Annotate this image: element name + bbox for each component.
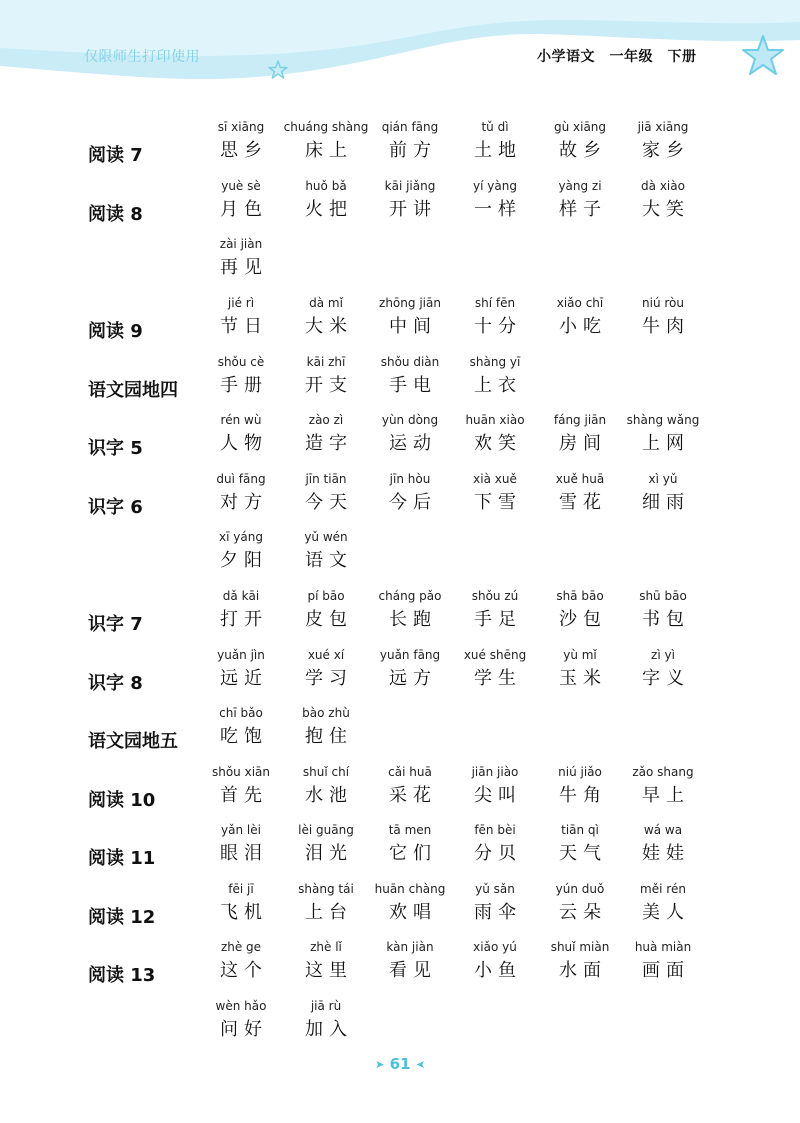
hanzi: 夕阳 (220, 550, 268, 571)
vocab-word (450, 643, 540, 693)
vocab-row (0, 935, 800, 985)
vocab-word (196, 701, 286, 751)
vocab-row (0, 525, 800, 575)
hanzi: 欢笑 (474, 433, 522, 454)
hanzi: 上网 (642, 433, 690, 454)
pinyin: lèi guāng (298, 823, 354, 837)
pinyin: kāi zhī (306, 355, 346, 369)
vocab-word (535, 935, 625, 985)
pinyin: chī bǎo (219, 706, 263, 720)
vocab-word (365, 408, 455, 458)
pinyin: shí fēn (474, 296, 516, 310)
pinyin: yí yàng (473, 179, 517, 193)
hanzi: 远方 (389, 668, 437, 689)
vocab-word (281, 115, 371, 165)
pinyin: yù mǐ (563, 648, 597, 662)
pinyin: yǔ wén (304, 530, 348, 544)
hanzi: 首先 (220, 785, 268, 806)
pinyin: huān xiào (465, 413, 525, 427)
vocab-row (0, 760, 800, 810)
vocab-word (535, 115, 625, 165)
pinyin: xiǎo yú (473, 940, 517, 954)
vocab-word (618, 877, 708, 927)
pinyin: yùn dòng (381, 413, 439, 427)
lesson-label: 阅读 13 (88, 965, 156, 986)
hanzi: 思乡 (220, 140, 268, 161)
lesson-label: 语文园地四 (88, 380, 178, 401)
book-title: 小学语文 一年级 下册 (537, 49, 697, 65)
vocab-word (535, 467, 625, 517)
pinyin: zào zì (308, 413, 344, 427)
pinyin: jiān jiào (471, 765, 519, 779)
hanzi: 再见 (220, 257, 268, 278)
pinyin: tā men (388, 823, 432, 837)
hanzi: 牛肉 (642, 316, 690, 337)
hanzi: 小鱼 (474, 960, 522, 981)
vocab-word (281, 408, 371, 458)
pinyin: yuǎn fāng (379, 648, 441, 662)
hanzi: 天气 (559, 843, 607, 864)
hanzi: 前方 (389, 140, 437, 161)
pinyin: yǔ sǎn (475, 882, 515, 896)
hanzi: 长跑 (389, 609, 437, 630)
pinyin: jīn hòu (389, 472, 431, 486)
pinyin: kàn jiàn (386, 940, 434, 954)
hanzi: 加入 (305, 1019, 353, 1040)
hanzi: 开讲 (389, 199, 437, 220)
hanzi: 节日 (220, 316, 268, 337)
star-icon (740, 33, 786, 79)
vocab-word (196, 584, 286, 634)
hanzi: 运动 (389, 433, 437, 454)
hanzi: 今天 (305, 492, 353, 513)
lesson-label: 阅读 11 (88, 848, 156, 869)
vocab-word (281, 935, 371, 985)
hanzi: 水池 (305, 785, 353, 806)
pinyin: yàng zi (558, 179, 602, 193)
pinyin: xiǎo chī (556, 296, 604, 310)
vocab-row (0, 877, 800, 927)
vocab-word (281, 525, 371, 575)
pinyin: zài jiàn (219, 237, 263, 251)
pinyin: chuáng shàng (283, 120, 369, 134)
hanzi: 娃娃 (642, 843, 690, 864)
pinyin: xué xí (307, 648, 345, 662)
pinyin: fáng jiān (553, 413, 607, 427)
pinyin: zǎo shang (632, 765, 694, 779)
hanzi: 小吃 (559, 316, 607, 337)
vocab-word (365, 877, 455, 927)
pinyin: xià xuě (473, 472, 517, 486)
hanzi: 手足 (474, 609, 522, 630)
vocab-word (196, 350, 286, 400)
watermark-text: 仅限师生打印使用 (84, 49, 200, 65)
left-arrow-icon: ➤ (375, 1058, 385, 1071)
hanzi: 云朵 (559, 902, 607, 923)
pinyin: yuè sè (221, 179, 261, 193)
vocab-row (0, 291, 800, 341)
vocab-word (196, 760, 286, 810)
vocab-word (618, 935, 708, 985)
pinyin: shàng yī (469, 355, 521, 369)
pinyin: shàng wǎng (626, 413, 700, 427)
vocab-row (0, 408, 800, 458)
vocab-word (450, 350, 540, 400)
pinyin: fēn bèi (474, 823, 516, 837)
hanzi: 早上 (642, 785, 690, 806)
hanzi: 抱住 (305, 726, 353, 747)
page-number-value: 61 (389, 1055, 411, 1073)
lesson-label: 识字 8 (88, 673, 143, 694)
hanzi: 皮包 (305, 609, 353, 630)
pinyin: niú jiǎo (558, 765, 602, 779)
vocab-word (196, 935, 286, 985)
vocab-row (0, 584, 800, 634)
vocab-word (196, 525, 286, 575)
pinyin: shàng tái (298, 882, 354, 896)
vocab-word (196, 291, 286, 341)
hanzi: 一样 (474, 199, 522, 220)
vocab-row (0, 994, 800, 1044)
hanzi: 学生 (474, 668, 522, 689)
lesson-label: 语文园地五 (88, 731, 178, 752)
vocab-word (196, 174, 286, 224)
vocab-word (365, 760, 455, 810)
vocab-word (281, 467, 371, 517)
hanzi: 手册 (220, 375, 268, 396)
pinyin: jīn tiān (305, 472, 347, 486)
pinyin: měi rén (640, 882, 686, 896)
pinyin: jié rì (227, 296, 255, 310)
vocab-word (450, 291, 540, 341)
vocab-word (281, 350, 371, 400)
pinyin: shǒu cè (217, 355, 265, 369)
pinyin: shuǐ miàn (550, 940, 610, 954)
vocab-word (535, 877, 625, 927)
vocab-word (618, 115, 708, 165)
vocab-word (450, 877, 540, 927)
pinyin: kāi jiǎng (384, 179, 436, 193)
vocab-word (281, 818, 371, 868)
vocab-word (365, 818, 455, 868)
lesson-label: 阅读 8 (88, 204, 143, 225)
pinyin: wá wa (643, 823, 683, 837)
pinyin: tǔ dì (481, 120, 509, 134)
pinyin: niú ròu (642, 296, 684, 310)
hanzi: 远近 (220, 668, 268, 689)
lesson-label: 识字 5 (88, 438, 143, 459)
pinyin: sī xiāng (217, 120, 265, 134)
vocab-word (618, 643, 708, 693)
pinyin: shā bāo (556, 589, 604, 603)
pinyin: bào zhù (302, 706, 350, 720)
hanzi: 语文 (305, 550, 353, 571)
hanzi: 采花 (389, 785, 437, 806)
hanzi: 样子 (559, 199, 607, 220)
lesson-label: 阅读 7 (88, 145, 143, 166)
pinyin: zhè lǐ (310, 940, 342, 954)
hanzi: 火把 (305, 199, 353, 220)
star-icon (268, 60, 288, 80)
hanzi: 水面 (559, 960, 607, 981)
pinyin: rén wù (220, 413, 262, 427)
hanzi: 上台 (305, 902, 353, 923)
hanzi: 问好 (220, 1019, 268, 1040)
hanzi: 飞机 (220, 902, 268, 923)
vocab-word (281, 584, 371, 634)
hanzi: 大笑 (642, 199, 690, 220)
hanzi: 对方 (220, 492, 268, 513)
hanzi: 看见 (389, 960, 437, 981)
pinyin: tiān qì (561, 823, 599, 837)
pinyin: xī yáng (219, 530, 263, 544)
vocab-word (450, 174, 540, 224)
pinyin: huǒ bǎ (305, 179, 347, 193)
vocab-word (365, 467, 455, 517)
vocab-word (450, 760, 540, 810)
vocab-word (365, 350, 455, 400)
vocab-word (450, 935, 540, 985)
vocab-word (365, 115, 455, 165)
vocab-word (196, 643, 286, 693)
vocab-word (196, 818, 286, 868)
hanzi: 打开 (220, 609, 268, 630)
hanzi: 欢唱 (389, 902, 437, 923)
pinyin: shǒu zú (471, 589, 519, 603)
vocab-word (196, 467, 286, 517)
vocab-row (0, 174, 800, 224)
vocab-word (535, 584, 625, 634)
hanzi: 月色 (220, 199, 268, 220)
pinyin: xì yǔ (648, 472, 678, 486)
vocab-word (618, 174, 708, 224)
vocab-word (281, 994, 371, 1044)
vocab-word (618, 291, 708, 341)
pinyin: cháng pǎo (378, 589, 442, 603)
pinyin: dà mǐ (309, 296, 343, 310)
vocab-row (0, 818, 800, 868)
hanzi: 泪光 (305, 843, 353, 864)
lesson-label: 阅读 9 (88, 321, 143, 342)
pinyin: fēi jī (228, 882, 254, 896)
pinyin: dà xiào (641, 179, 685, 193)
pinyin: duì fāng (216, 472, 266, 486)
pinyin: jiā xiāng (637, 120, 689, 134)
vocab-word (281, 174, 371, 224)
vocab-word (618, 584, 708, 634)
right-arrow-icon: ➤ (415, 1058, 425, 1071)
pinyin: zhōng jiān (379, 296, 441, 310)
vocab-word (535, 818, 625, 868)
pinyin: shuǐ chí (302, 765, 350, 779)
vocab-word (618, 818, 708, 868)
pinyin: xué shēng (463, 648, 527, 662)
vocab-word (618, 760, 708, 810)
hanzi: 故乡 (559, 140, 607, 161)
vocab-row (0, 232, 800, 282)
pinyin: yuǎn jìn (217, 648, 265, 662)
vocab-word (450, 115, 540, 165)
hanzi: 家乡 (642, 140, 690, 161)
vocab-word (618, 467, 708, 517)
vocab-word (450, 408, 540, 458)
vocab-row (0, 643, 800, 693)
pinyin: gù xiāng (553, 120, 607, 134)
hanzi: 美人 (642, 902, 690, 923)
vocab-word (281, 701, 371, 751)
vocab-word (450, 584, 540, 634)
hanzi: 今后 (389, 492, 437, 513)
vocab-word (365, 935, 455, 985)
pinyin: huà miàn (634, 940, 692, 954)
vocab-row (0, 115, 800, 165)
hanzi: 床上 (305, 140, 353, 161)
hanzi: 中间 (389, 316, 437, 337)
pinyin: qián fāng (381, 120, 439, 134)
vocab-word (535, 408, 625, 458)
hanzi: 雨伞 (474, 902, 522, 923)
hanzi: 学习 (305, 668, 353, 689)
pinyin: zì yì (651, 648, 675, 662)
hanzi: 这个 (220, 960, 268, 981)
hanzi: 书包 (642, 609, 690, 630)
hanzi: 牛角 (559, 785, 607, 806)
hanzi: 开支 (305, 375, 353, 396)
vocab-word (196, 994, 286, 1044)
pinyin: huān chàng (374, 882, 446, 896)
hanzi: 眼泪 (220, 843, 268, 864)
vocab-row (0, 350, 800, 400)
pinyin: zhè ge (220, 940, 262, 954)
hanzi: 手电 (389, 375, 437, 396)
vocab-word (365, 643, 455, 693)
hanzi: 字义 (642, 668, 690, 689)
pinyin: jiā rù (310, 999, 342, 1013)
pinyin: wèn hǎo (215, 999, 267, 1013)
vocab-word (196, 408, 286, 458)
hanzi: 十分 (474, 316, 522, 337)
lesson-label: 阅读 10 (88, 790, 156, 811)
vocab-row (0, 701, 800, 751)
lesson-label: 识字 6 (88, 497, 143, 518)
vocab-word (535, 760, 625, 810)
hanzi: 它们 (389, 843, 437, 864)
pinyin: dǎ kāi (222, 589, 260, 603)
pinyin: shǒu diàn (380, 355, 440, 369)
vocab-word (196, 877, 286, 927)
hanzi: 尖叫 (474, 785, 522, 806)
vocab-word (450, 467, 540, 517)
hanzi: 上衣 (474, 375, 522, 396)
hanzi: 画面 (642, 960, 690, 981)
pinyin: shū bāo (639, 589, 687, 603)
hanzi: 分贝 (474, 843, 522, 864)
lesson-label: 识字 7 (88, 614, 143, 635)
page-number (372, 1055, 428, 1073)
vocab-word (365, 584, 455, 634)
pinyin: cǎi huā (388, 765, 432, 779)
vocab-row (0, 467, 800, 517)
pinyin: shǒu xiān (211, 765, 270, 779)
hanzi: 房间 (559, 433, 607, 454)
hanzi: 土地 (474, 140, 522, 161)
vocab-word (535, 291, 625, 341)
vocab-word (281, 877, 371, 927)
hanzi: 造字 (305, 433, 353, 454)
vocab-word (535, 643, 625, 693)
hanzi: 人物 (220, 433, 268, 454)
hanzi: 沙包 (559, 609, 607, 630)
hanzi: 雪花 (559, 492, 607, 513)
vocab-word (196, 115, 286, 165)
vocab-word (281, 643, 371, 693)
vocab-word (535, 174, 625, 224)
pinyin: pí bāo (307, 589, 345, 603)
vocab-word (618, 408, 708, 458)
hanzi: 这里 (305, 960, 353, 981)
vocab-word (365, 174, 455, 224)
hanzi: 大米 (305, 316, 353, 337)
hanzi: 下雪 (474, 492, 522, 513)
vocab-word (196, 232, 286, 282)
pinyin: yún duǒ (555, 882, 605, 896)
pinyin: xuě huā (555, 472, 605, 486)
vocab-word (365, 291, 455, 341)
hanzi: 玉米 (559, 668, 607, 689)
lesson-label: 阅读 12 (88, 907, 156, 928)
vocab-word (281, 760, 371, 810)
vocab-word (281, 291, 371, 341)
vocab-word (450, 818, 540, 868)
hanzi: 细雨 (642, 492, 690, 513)
pinyin: yǎn lèi (221, 823, 261, 837)
hanzi: 吃饱 (220, 726, 268, 747)
